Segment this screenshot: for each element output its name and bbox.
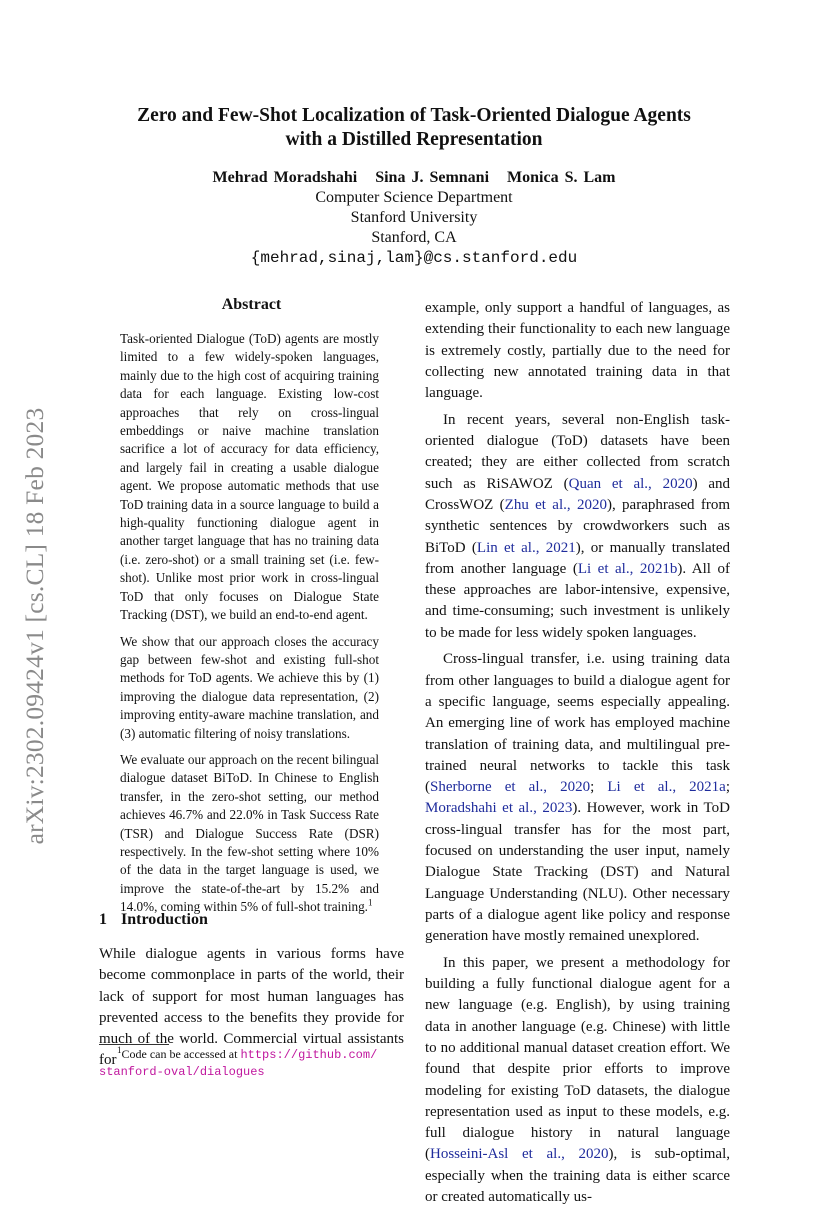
arxiv-sidebar-stamp	[10, 368, 60, 883]
author: Mehrad Moradshahi	[212, 169, 358, 186]
citation-link[interactable]: Moradshahi et al., 2023	[425, 800, 573, 817]
citation-link[interactable]: Lin et al., 2021	[476, 539, 576, 556]
footnote-rule	[99, 1044, 169, 1045]
body-paragraph	[425, 953, 730, 1208]
text-run: ), paraphrased from synthetic sentences by crowdworkers such as BiToD (	[425, 496, 730, 556]
citation-link[interactable]: Hosseini-Asl et al., 2020	[430, 1146, 609, 1163]
text-run: ). All of these approaches are labor-intensive, expensive, and time-consuming; such investment is unlikely to be made for less widely spoken languages.	[425, 560, 730, 641]
author-block	[100, 168, 728, 268]
author-email: {mehrad,sinaj,lam}@cs.stanford.edu	[250, 249, 578, 267]
citation-link[interactable]: Sherborne et al., 2020	[430, 779, 591, 796]
code-link-continued[interactable]: stanford-oval/dialogues	[99, 1065, 265, 1079]
affiliation-city: Stanford, CA	[371, 229, 457, 246]
footnote-marker[interactable]: 1	[367, 897, 373, 908]
text-run: In recent years, several non-English task-oriented dialogue (ToD) datasets have been created; they are either collected from scratch such as RiSAWOZ (	[425, 411, 730, 492]
author: Sina J. Semnani	[375, 169, 490, 186]
text-run: ). However, work in ToD cross-lingual transfer has for the most part, focused on understanding the user input, namely Dialogue State Tracking (DST) and Natural Language Understanding (NLU). Other necessary parts of a dialogue agent like policy and response generation have mostly remained unexplored.	[425, 800, 730, 945]
paper-title	[100, 104, 728, 152]
title-line-2: with a Distilled Representation	[285, 129, 543, 150]
body-paragraph	[425, 410, 730, 644]
citation-link[interactable]: Li et al., 2021b	[577, 560, 678, 577]
citation-link[interactable]: Li et al., 2021a	[607, 779, 726, 796]
introduction-paragraph: While dialogue agents in various forms have become commonplace in parts of the world, their lack of support for most human languages has prevented access to the benefits they provide for much of the world. Commercial virtual assistants for	[99, 946, 404, 1069]
author-names	[100, 168, 728, 188]
footnote-mark: 1	[117, 1045, 122, 1055]
abstract-paragraph-text: We evaluate our approach on the recent bilingual dialogue dataset BiToD. In Chinese to English transfer, in the zero-shot setting, our method achieves 46.7% and 22.0% in Task Success Rate (TSR) and Dialogue Success Rate (DSR) respectively. In the few-shot setting where 10% of the data in the target language is used, we improve the state-of-the-art by 15.2% and 14.0%, coming within 5% of full-shot training.	[120, 751, 379, 915]
text-run: Cross-lingual transfer, i.e. using training data from other languages to build a dialogue agent for a specific language, seems especially appealing. An emerging line of work has employed machine translation of training data, and multilingual pre-trained neural networks to tackle this task (	[425, 651, 730, 796]
affiliation-dept: Computer Science Department	[315, 189, 513, 206]
text-run: ), or manually translated from another language (	[425, 539, 730, 577]
footnote-text: Code can be accessed at	[121, 1047, 241, 1061]
abstract-paragraph: Task-oriented Dialogue (ToD) agents are mostly limited to a few widely-spoken languages, mainly due to the high cost of acquiring training data for each language. Existing low-cost approaches that rely on cross-lingual embeddings or naive machine translation sacrifice a lot of accuracy for data efficiency, and largely fail in creating a usable dialogue agent. We propose automatic methods that use ToD training data in a source language to build a high-quality functioning dialogue agent in another target language that has no training data (i.e. zero-shot) or a small training set (i.e. few-shot). Unlike most prior work in cross-lingual ToD that only focuses on Dialogue State Tracking (DST), we build an end-to-end agent.	[120, 331, 379, 623]
code-link[interactable]: https://github.com/	[240, 1048, 378, 1062]
author: Monica S. Lam	[507, 169, 616, 186]
arxiv-id: arXiv:2302.09424v1 [cs.CL] 18 Feb 2023	[20, 407, 49, 844]
text-run: ) and CrossWOZ (	[425, 475, 731, 513]
body-paragraph	[425, 649, 730, 947]
title-line-1: Zero and Few-Shot Localization of Task-Oriented Dialogue Agents	[137, 105, 691, 126]
abstract-paragraph: We show that our approach closes the accuracy gap between few-shot and existing full-shot methods for ToD agents. We achieve this by (1) improving the dialogue data representation, (2) improving entity-aware machine translation, and (3) automatic filtering of noisy translations.	[120, 633, 379, 741]
text-run: ;	[590, 779, 608, 796]
abstract-heading: Abstract	[221, 296, 282, 313]
body-paragraph: example, only support a handful of languages, as extending their functionality to each new language is extremely costly, partially due to the need for collecting new annotated training data in that language.	[425, 300, 730, 402]
text-run: In this paper, we present a methodology for building a fully functional dialogue agent for a new language (e.g. English), by using training data in another language (e.g. Chinese) with little to no additional manual dataset creation effort. We found that despite prior efforts to improve modeling for existing ToD datasets, the dialogue representation used as input to these models, e.g. full dialogue history in natural language (	[425, 954, 730, 1163]
section-number: 1	[99, 911, 107, 928]
text-run: ;	[725, 779, 731, 796]
footnote	[99, 1046, 404, 1080]
abstract-body	[120, 330, 379, 925]
citation-link[interactable]: Zhu et al., 2020	[504, 496, 607, 513]
section-title: Introduction	[121, 911, 208, 928]
citation-link[interactable]: Quan et al., 2020	[568, 475, 693, 492]
text-run: ), is sub-optimal, especially when the training data is either scarce or created automatically us-	[425, 1146, 730, 1206]
abstract-paragraph	[120, 751, 379, 917]
affiliation-univ: Stanford University	[350, 209, 478, 226]
right-column	[425, 298, 730, 1208]
section-heading-introduction	[99, 911, 208, 929]
